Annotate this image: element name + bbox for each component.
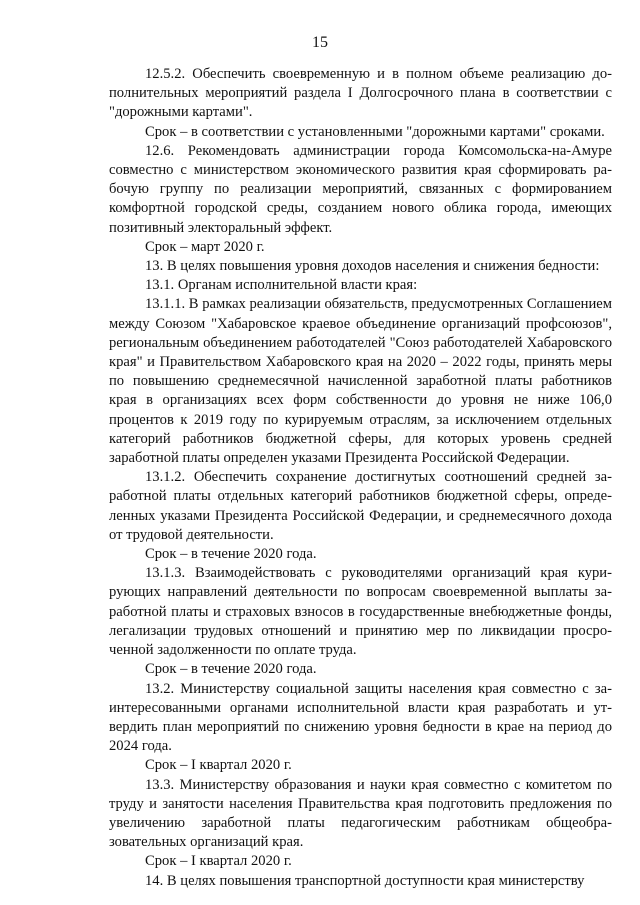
paragraph-13-1-3: 13.1.3. Взаимодействовать с руководителями организаций края курирующих направлений деятельности по вопросам своевременной выплаты заработной платы и страховых взносов в государственные внебюджетные фонды, легализации трудовых отношений и принятию мер по ликвидации просроченной задолженности по оплате труда. bbox=[109, 565, 612, 659]
paragraph-13-1-1: 13.1.1. В рамках реализации обязательств, предусмотренных Соглашением между Союзом "Хабаровское краевое объединение организаций профсоюзов", региональным объединением работодателей "Союз работодателей Хабаровского края" и Правительством Хабаровского края на 2020 – 2022 годы, принять меры по повышению среднемесячной начисленной заработной платы работников края в организациях всех форм собственности до уровня не ниже 106,0 процентов к 2019 году по курируемым отраслям, за исключением отдельных категорий работников бюджетной сферы, для которых уровень средней заработной платы определен указами Президента Российской Федерации. bbox=[109, 296, 612, 467]
paragraph-14: 14. В целях повышения транспортной доступности края министерству bbox=[145, 872, 585, 889]
document-body bbox=[109, 65, 612, 891]
deadline-13-1-3: Срок – в течение 2020 года. bbox=[145, 661, 317, 678]
paragraph-13-1: 13.1. Органам исполнительной власти края: bbox=[145, 277, 418, 294]
paragraph-12-6: 12.6. Рекомендовать администрации города Комсомольска-на-Амуре совместно с министерством экономического развития края сформировать рабочую группу по реализации мероприятий, связанных с формированием комфортной городской среды, созданием нового облика города, имеющих позитивный электоральный эффект. bbox=[109, 142, 612, 236]
deadline-13-1-2: Срок – в течение 2020 года. bbox=[145, 546, 317, 563]
deadline-13-2: Срок – I квартал 2020 г. bbox=[145, 757, 292, 774]
deadline-12-5-2: Срок – в соответствии с установленными "дорожными картами" сроками. bbox=[145, 123, 605, 140]
paragraph-13-1-2: 13.1.2. Обеспечить сохранение достигнутых соотношений средней заработной платы отдельных категорий работников бюджетной сферы, определенных указами Президента Российской Федерации, и среднемесячного дохода от трудовой деятельности. bbox=[109, 469, 612, 543]
page-number: 15 bbox=[312, 34, 328, 51]
deadline-13-3: Срок – I квартал 2020 г. bbox=[145, 853, 292, 870]
paragraph-13-3: 13.3. Министерству образования и науки края совместно с комитетом по труду и занятости населения Правительства края подготовить предложения по увеличению заработной платы педагогическим работникам общеобразовательных организаций края. bbox=[109, 776, 612, 851]
deadline-12-6: Срок – март 2020 г. bbox=[145, 238, 265, 255]
paragraph-13: 13. В целях повышения уровня доходов населения и снижения бедности: bbox=[145, 258, 600, 275]
paragraph-13-2: 13.2. Министерству социальной защиты населения края совместно с заинтересованными органами исполнительной власти края разработать и утвердить план мероприятий по снижению уровня бедности в крае на период до 2024 года. bbox=[109, 680, 612, 755]
paragraph-12-5-2: 12.5.2. Обеспечить своевременную и в полном объеме реализацию дополнительных мероприятий раздела I Долгосрочного плана в соответствии с "дорожными картами". bbox=[109, 66, 612, 121]
